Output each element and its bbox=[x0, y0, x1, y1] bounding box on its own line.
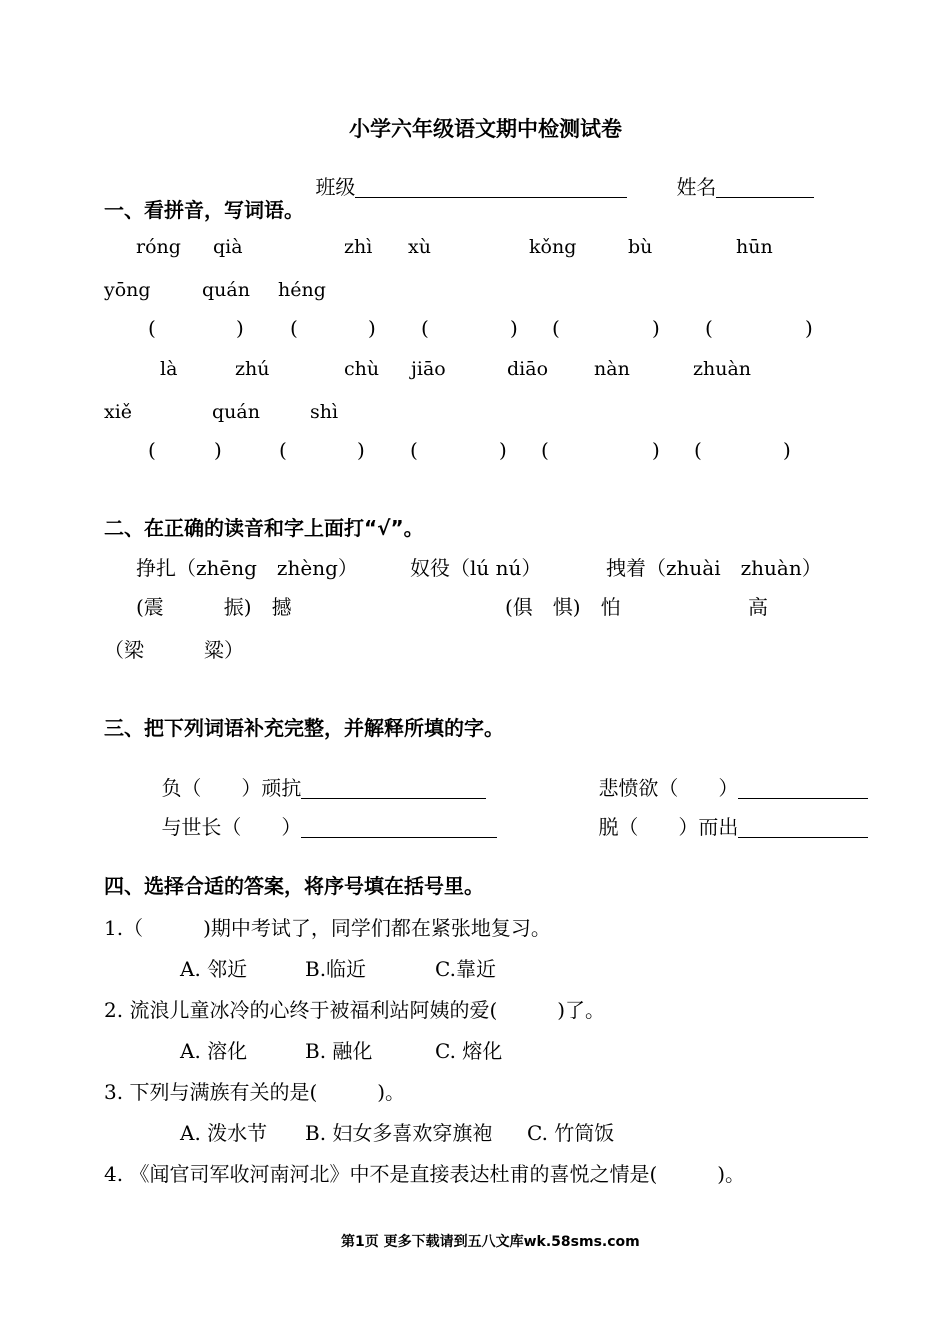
class-label: 班级 bbox=[315, 175, 356, 199]
idiom-text: 悲愤欲（ ） bbox=[598, 776, 739, 800]
option[interactable]: B. 融化 bbox=[305, 1039, 373, 1063]
section1-heading: 一、看拼音，写词语。 bbox=[104, 198, 304, 222]
section3-heading: 三、把下列词语补充完整，并解释所填的字。 bbox=[104, 716, 504, 740]
option[interactable]: A. 溶化 bbox=[180, 1039, 248, 1063]
name-input-line[interactable] bbox=[716, 177, 814, 198]
answer-line[interactable] bbox=[301, 817, 497, 838]
answer-bracket-open[interactable]: ( bbox=[148, 438, 156, 462]
idiom-text: 脱（ ）而出 bbox=[598, 815, 739, 839]
choice-item: (俱 惧) 怕 bbox=[505, 595, 621, 619]
class-input-line[interactable] bbox=[355, 177, 627, 198]
answer-bracket-open[interactable]: ( bbox=[279, 438, 287, 462]
answer-bracket-close[interactable]: ) bbox=[805, 316, 813, 340]
answer-bracket-open[interactable]: ( bbox=[694, 438, 702, 462]
page-title: 小学六年级语文期中检测试卷 bbox=[349, 117, 622, 141]
pinyin: shì bbox=[310, 401, 339, 423]
idiom-text: 与世长（ ） bbox=[161, 815, 302, 839]
pinyin: quán bbox=[202, 279, 250, 301]
choice-item: 奴役（lú nú） bbox=[410, 556, 542, 580]
page-footer: 第1页 更多下载请到五八文库wk.58sms.com bbox=[341, 1234, 640, 1250]
idiom-item bbox=[136, 797, 497, 858]
pinyin: nàn bbox=[594, 358, 630, 380]
choice-item: (震 振) 撼 bbox=[136, 595, 292, 619]
pinyin: xiě bbox=[104, 401, 133, 423]
answer-bracket-open[interactable]: ( bbox=[290, 316, 298, 340]
name-label: 姓名 bbox=[676, 175, 717, 199]
option[interactable]: A. 邻近 bbox=[180, 957, 248, 981]
pinyin: diāo bbox=[507, 358, 549, 380]
name-field bbox=[651, 157, 814, 218]
pinyin: là bbox=[160, 358, 178, 380]
pinyin: héng bbox=[278, 279, 326, 301]
option[interactable]: C.靠近 bbox=[435, 957, 496, 981]
answer-bracket-open[interactable]: ( bbox=[148, 316, 156, 340]
idiom-text: 负（ ）顽抗 bbox=[161, 776, 302, 800]
pinyin: zhuàn bbox=[693, 358, 752, 380]
idiom-item bbox=[573, 797, 868, 858]
choice-item: 挣扎（zhēng zhèng） bbox=[136, 556, 358, 580]
pinyin: yōng bbox=[104, 279, 151, 301]
question-2: 2. 流浪儿童冰冷的心终于被福利站阿姨的爱( )了。 bbox=[104, 998, 606, 1022]
answer-bracket-close[interactable]: ) bbox=[652, 438, 660, 462]
question-4: 4. 《闻官司军收河南河北》中不是直接表达杜甫的喜悦之情是( )。 bbox=[104, 1162, 746, 1186]
pinyin: jiāo bbox=[411, 358, 446, 380]
answer-bracket-close[interactable]: ) bbox=[357, 438, 365, 462]
section4-heading: 四、选择合适的答案，将序号填在括号里。 bbox=[104, 874, 484, 898]
answer-bracket-close[interactable]: ) bbox=[236, 316, 244, 340]
answer-bracket-open[interactable]: ( bbox=[552, 316, 560, 340]
answer-bracket-open[interactable]: ( bbox=[705, 316, 713, 340]
answer-line[interactable] bbox=[738, 817, 868, 838]
answer-bracket-open[interactable]: ( bbox=[410, 438, 418, 462]
answer-bracket-open[interactable]: ( bbox=[541, 438, 549, 462]
pinyin: bù bbox=[628, 236, 653, 258]
answer-bracket-close[interactable]: ) bbox=[783, 438, 791, 462]
answer-bracket-close[interactable]: ) bbox=[510, 316, 518, 340]
question-3: 3. 下列与满族有关的是( )。 bbox=[104, 1080, 406, 1104]
option[interactable]: A. 泼水节 bbox=[180, 1121, 268, 1145]
pinyin: chù bbox=[344, 358, 380, 380]
choice-item: 高 bbox=[748, 595, 768, 619]
pinyin: róng bbox=[136, 236, 181, 258]
answer-line[interactable] bbox=[738, 778, 868, 799]
answer-bracket-close[interactable]: ) bbox=[652, 316, 660, 340]
class-field bbox=[290, 157, 627, 218]
answer-bracket-close[interactable]: ) bbox=[214, 438, 222, 462]
pinyin: kǒng bbox=[529, 236, 577, 258]
pinyin: zhú bbox=[235, 358, 270, 380]
choice-item: （梁 粱） bbox=[104, 638, 244, 662]
pinyin: qià bbox=[213, 236, 243, 258]
answer-bracket-close[interactable]: ) bbox=[368, 316, 376, 340]
pinyin: xù bbox=[408, 236, 431, 258]
pinyin: hūn bbox=[736, 236, 773, 258]
pinyin: zhì bbox=[344, 236, 373, 258]
question-1: 1.（ )期中考试了，同学们都在紧张地复习。 bbox=[104, 916, 551, 940]
option[interactable]: B.临近 bbox=[305, 957, 367, 981]
answer-bracket-open[interactable]: ( bbox=[421, 316, 429, 340]
option[interactable]: C. 熔化 bbox=[435, 1039, 503, 1063]
pinyin: quán bbox=[212, 401, 260, 423]
option[interactable]: C. 竹筒饭 bbox=[527, 1121, 615, 1145]
section2-heading: 二、在正确的读音和字上面打“√”。 bbox=[104, 516, 424, 540]
option[interactable]: B. 妇女多喜欢穿旗袍 bbox=[305, 1121, 493, 1145]
answer-line[interactable] bbox=[301, 778, 486, 799]
choice-item: 拽着（zhuài zhuàn） bbox=[606, 556, 822, 580]
answer-bracket-close[interactable]: ) bbox=[499, 438, 507, 462]
